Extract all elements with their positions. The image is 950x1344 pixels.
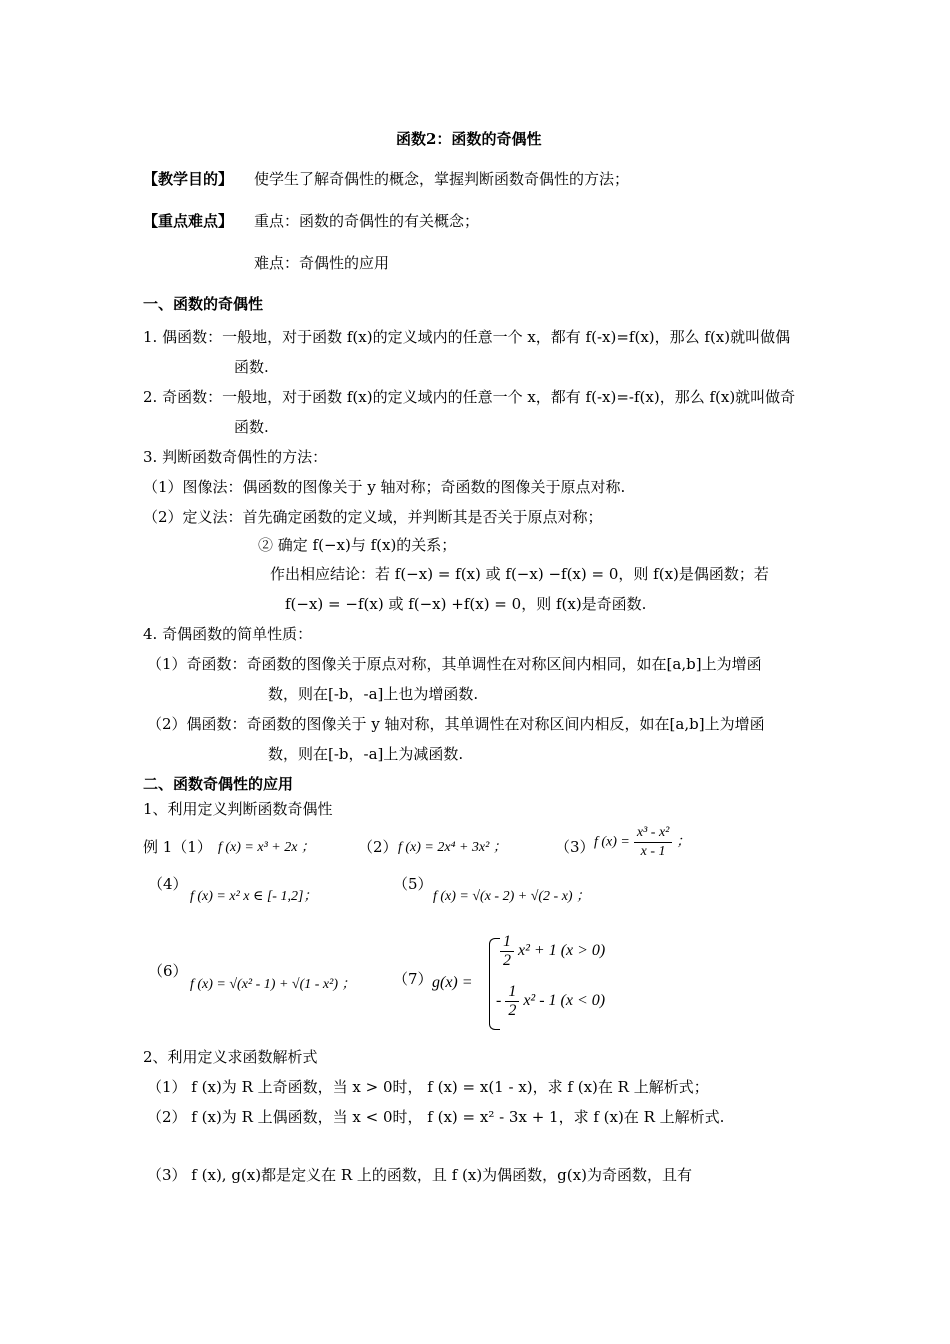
case2-den: 2 <box>508 1002 517 1019</box>
subsection1-heading: 1、利用定义判断函数奇偶性 <box>143 800 333 818</box>
example3-end: ； <box>676 834 691 850</box>
example1-label: 例 1（1） <box>143 838 212 856</box>
objective-text: 使学生了解奇偶性的概念，掌握判断函数奇偶性的方法； <box>254 170 630 188</box>
even-property-line1: （2）偶函数：奇函数的图像关于 y 轴对称，其单调性在对称区间内相反，如在[a,b]上为增函 <box>147 715 765 733</box>
case1-den: 2 <box>503 952 511 969</box>
example3-fraction <box>634 824 672 861</box>
difficulty-key: 重点：函数的奇偶性的有关概念； <box>254 212 480 230</box>
objective-label: 【教学目的】 <box>143 170 234 188</box>
question1: （1） f (x)为 R 上奇函数，当 x > 0时， f (x) = x(1 - x)，求 f (x)在 R 上解析式； <box>147 1078 709 1096</box>
example3-label: （3） <box>555 838 595 856</box>
example6-label: （6） <box>148 962 188 980</box>
section2-heading: 二、函数奇偶性的应用 <box>143 775 294 793</box>
case1-num: 1 <box>500 933 514 952</box>
example3-formula <box>594 824 690 861</box>
example3-denominator: x - 1 <box>640 844 666 859</box>
odd-def-line2: 函数. <box>234 418 269 436</box>
section1-heading: 一、函数的奇偶性 <box>143 295 264 313</box>
example7-case1 <box>496 933 605 970</box>
case2-sign: - <box>496 992 502 1010</box>
properties-heading: 4. 奇偶函数的简单性质： <box>143 625 313 643</box>
example7-label: （7） <box>393 970 433 988</box>
method-step2: ② 确定 f(−x)与 f(x)的关系； <box>258 536 457 554</box>
example5-label: （5） <box>393 875 433 893</box>
question2: （2） f (x)为 R 上偶函数，当 x < 0时， f (x) = x² - 3x + 1，求 f (x)在 R 上解析式. <box>147 1108 725 1126</box>
case1-fraction <box>500 933 514 970</box>
example7-case2 <box>496 983 605 1020</box>
question3: （3） f (x), g(x)都是定义在 R 上的函数，且 f (x)为偶函数，g(x)为奇函数，且有 <box>147 1166 692 1184</box>
odd-def-line1: 2. 奇函数：一般地，对于函数 f(x)的定义域内的任意一个 x，都有 f(-x)=-f(x)，那么 f(x)就叫做奇 <box>143 388 796 406</box>
difficulty-label: 【重点难点】 <box>143 212 234 230</box>
case1-expr: x² + 1 (x > 0) <box>518 942 606 960</box>
example3-numerator: x³ - x² <box>634 824 672 843</box>
example1-formula: f (x) = x³ + 2x ； <box>218 840 315 855</box>
page-title: 函数2：函数的奇偶性 <box>396 130 542 148</box>
case2-num: 1 <box>505 983 519 1002</box>
even-property-line2: 数，则在[-b，-a]上为减函数. <box>268 745 464 763</box>
example4-formula: f (x) = x² x ∈ [- 1,2]； <box>190 889 318 904</box>
example4-label: （4） <box>148 875 188 893</box>
difficulty-hard: 难点：奇偶性的应用 <box>254 254 390 272</box>
subsection2-heading: 2、利用定义求函数解析式 <box>143 1048 318 1066</box>
odd-property-line1: （1）奇函数：奇函数的图像关于原点对称，其单调性在对称区间内相同，如在[a,b]上为增函 <box>147 655 762 673</box>
method-conclusion-line1: 作出相应结论：若 f(−x) = f(x) 或 f(−x) −f(x) = 0，则 f(x)是偶函数；若 <box>270 565 769 583</box>
case2-expr: x² - 1 (x < 0) <box>523 992 606 1010</box>
even-def-line1: 1. 偶函数：一般地，对于函数 f(x)的定义域内的任意一个 x，都有 f(-x)=f(x)，那么 f(x)就叫做偶 <box>143 328 791 346</box>
example7-lhs: g(x) = <box>432 974 473 991</box>
method-graph: （1）图像法：偶函数的图像关于 y 轴对称；奇函数的图像关于原点对称. <box>143 478 626 496</box>
odd-property-line2: 数，则在[-b，-a]上也为增函数. <box>268 685 479 703</box>
method-conclusion-line2: f(−x) = −f(x) 或 f(−x) +f(x) = 0，则 f(x)是奇函数. <box>285 595 647 613</box>
case2-fraction <box>505 983 519 1020</box>
example2-label: （2） <box>358 838 398 856</box>
method-heading: 3. 判断函数奇偶性的方法： <box>143 448 328 466</box>
example3-lhs: f (x) = <box>594 834 630 850</box>
even-def-line2: 函数. <box>234 358 269 376</box>
example5-formula: f (x) = √(x - 2) + √(2 - x) ； <box>433 889 591 904</box>
example2-formula: f (x) = 2x⁴ + 3x² ； <box>398 840 507 855</box>
example6-formula: f (x) = √(x² - 1) + √(1 - x²) ； <box>190 977 356 992</box>
method-definition: （2）定义法：首先确定函数的定义域，并判断其是否关于原点对称； <box>143 508 603 526</box>
